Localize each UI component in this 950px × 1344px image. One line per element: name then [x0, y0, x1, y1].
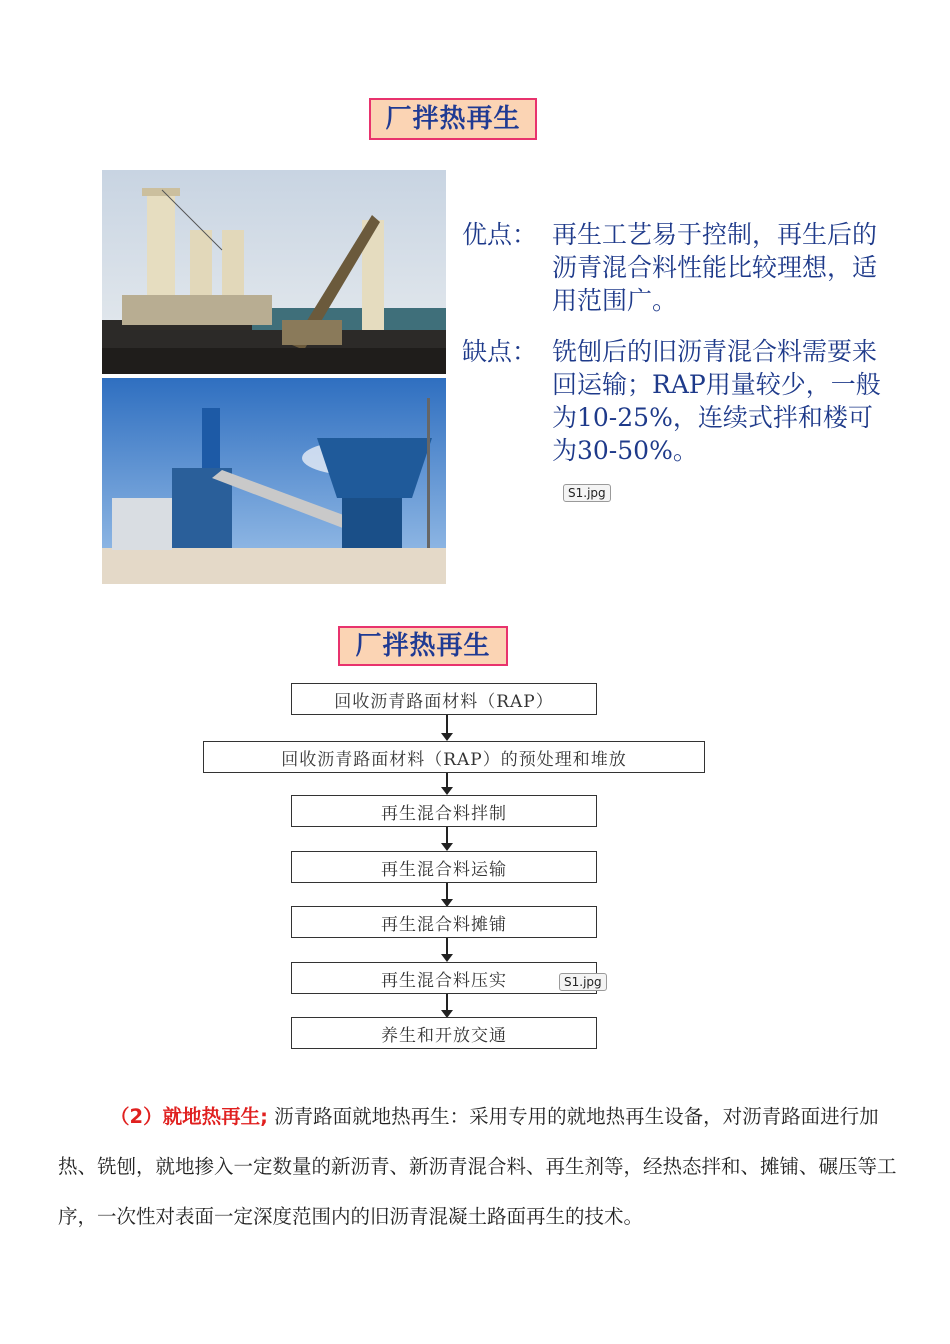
paragraph-body: 沥青路面就地热再生：采用专用的就地热再生设备，对沥青路面进行加热、铣刨，就地掺入一定数量的新沥青、新沥青混合料、再生剂等，经热态拌和、摊铺、碾压等工序，一次性对表面一定深度范围内的旧沥青混凝土路面再生的技术。: [58, 1105, 897, 1228]
section2-title: 厂拌热再生: [338, 626, 508, 666]
plant-photo-top: [102, 170, 446, 374]
flow-step-3: 再生混合料拌制: [291, 795, 597, 827]
advantages-text: 再生工艺易于控制，再生后的沥青混合料性能比较理想，适用范围广。: [552, 220, 878, 315]
flow-arrow: [446, 994, 448, 1016]
flow-step-7: 养生和开放交通: [291, 1017, 597, 1049]
flow-step-4: 再生混合料运输: [291, 851, 597, 883]
plant-photo-bottom: [102, 378, 446, 584]
flow-arrow: [446, 715, 448, 739]
advantages-block: [462, 218, 882, 467]
flow-arrow: [446, 938, 448, 960]
flow-step-5: 再生混合料摊铺: [291, 906, 597, 938]
flow-arrow: [446, 827, 448, 849]
disadvantages-text: 铣刨后的旧沥青混合料需要来回运输；RAP用量较少，一般为10-25%，连续式拌和楼可为30-50%。: [552, 337, 881, 465]
advantages-row: [462, 218, 882, 317]
image-filename-tag[interactable]: S1.jpg: [563, 484, 611, 502]
flow-step-2: 回收沥青路面材料（RAP）的预处理和堆放: [203, 741, 705, 773]
disadvantages-row: [462, 335, 882, 467]
flow-arrow: [446, 883, 448, 905]
advantages-label: 优点：: [462, 220, 538, 249]
body-paragraph: [58, 1092, 898, 1242]
image-filename-tag[interactable]: S1.jpg: [559, 973, 607, 991]
flow-step-1: 回收沥青路面材料（RAP）: [291, 683, 597, 715]
paragraph-lead: （2）就地热再生;: [110, 1105, 268, 1128]
section1-title: 厂拌热再生: [369, 98, 537, 140]
flow-arrow: [446, 773, 448, 793]
disadvantages-label: 缺点：: [462, 337, 538, 366]
flow-step-6: 再生混合料压实: [291, 962, 597, 994]
